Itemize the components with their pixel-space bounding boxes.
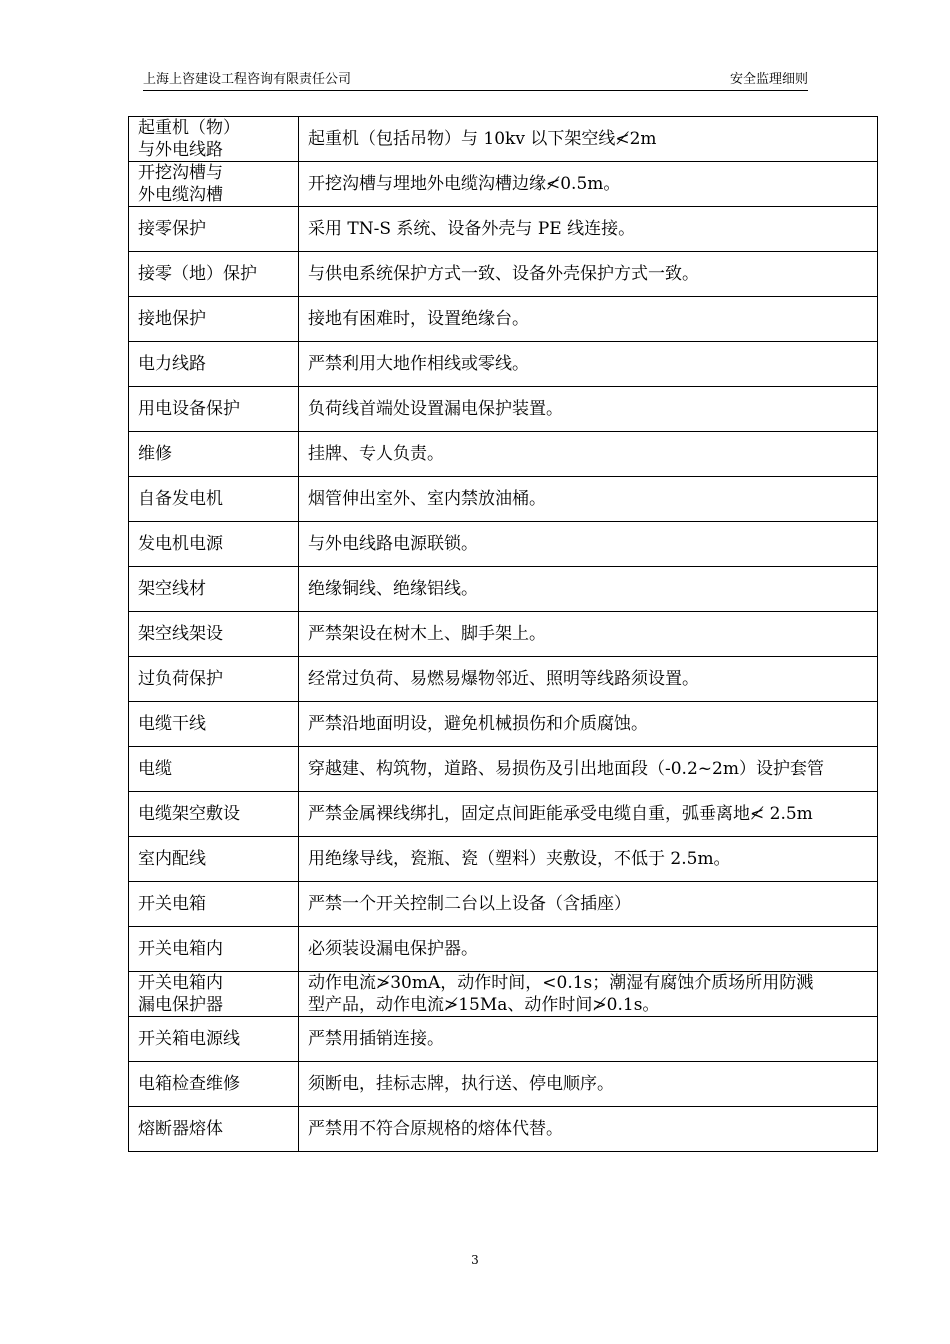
table-row — [129, 1017, 878, 1062]
table-row — [129, 972, 878, 1017]
table-row — [129, 882, 878, 927]
requirement-text: 严禁用插销连接。 — [308, 1029, 444, 1049]
table-row — [129, 837, 878, 882]
table-row — [129, 297, 878, 342]
item-label: 用电设备保护 — [138, 399, 240, 419]
requirement-cell — [299, 927, 878, 972]
table-row — [129, 162, 878, 207]
table-row — [129, 702, 878, 747]
requirement-text: 与外电线路电源联锁。 — [308, 534, 478, 554]
table-row — [129, 252, 878, 297]
table-body — [129, 117, 878, 1152]
item-label: 起重机（物） — [138, 118, 240, 138]
table-row — [129, 342, 878, 387]
requirement-cell — [299, 702, 878, 747]
requirement-cell — [299, 387, 878, 432]
requirement-cell — [299, 162, 878, 207]
requirement-text: 型产品，动作电流≯15Ma、动作时间≯0.1s。 — [308, 995, 660, 1015]
requirement-cell — [299, 342, 878, 387]
table-row — [129, 927, 878, 972]
requirement-text: 严禁金属裸线绑扎，固定点间距能承受电缆自重，弧垂离地≮ 2.5m — [308, 804, 813, 824]
requirement-text: 负荷线首端处设置漏电保护装置。 — [308, 399, 563, 419]
item-label: 室内配线 — [138, 849, 206, 869]
requirement-text: 严禁用不符合原规格的熔体代替。 — [308, 1119, 563, 1139]
page-number: 3 — [471, 1253, 479, 1267]
requirement-text: 动作电流≯30mA，动作时间，<0.1s；潮湿有腐蚀介质场所用防溅 — [308, 973, 814, 993]
requirement-cell — [299, 522, 878, 567]
item-label: 电箱检查维修 — [138, 1074, 240, 1094]
document-title: 安全监理细则 — [729, 72, 808, 87]
item-label: 发电机电源 — [138, 534, 223, 554]
requirement-cell — [299, 567, 878, 612]
item-cell — [129, 162, 299, 207]
requirement-text: 挂牌、专人负责。 — [308, 444, 444, 464]
requirement-text: 与供电系统保护方式一致、设备外壳保护方式一致。 — [308, 264, 699, 284]
table-row — [129, 1107, 878, 1152]
item-cell — [129, 252, 299, 297]
item-label: 开关箱电源线 — [138, 1029, 240, 1049]
table-row — [129, 522, 878, 567]
item-cell — [129, 927, 299, 972]
item-label: 架空线架设 — [138, 624, 223, 644]
item-cell — [129, 747, 299, 792]
requirement-cell — [299, 837, 878, 882]
requirement-text: 严禁利用大地作相线或零线。 — [308, 354, 529, 374]
requirement-text: 用绝缘导线，瓷瓶、瓷（塑料）夹敷设，不低于 2.5m。 — [308, 849, 731, 869]
item-cell — [129, 342, 299, 387]
requirement-text: 烟管伸出室外、室内禁放油桶。 — [308, 489, 546, 509]
item-label: 接零保护 — [138, 219, 206, 239]
requirement-cell — [299, 1062, 878, 1107]
requirement-cell — [299, 1107, 878, 1152]
item-cell — [129, 477, 299, 522]
table-row — [129, 1062, 878, 1107]
requirement-cell — [299, 117, 878, 162]
item-cell — [129, 207, 299, 252]
item-label: 外电缆沟槽 — [138, 185, 223, 205]
requirement-cell — [299, 477, 878, 522]
item-cell — [129, 522, 299, 567]
item-cell — [129, 972, 299, 1017]
item-label: 过负荷保护 — [138, 669, 223, 689]
item-label: 电缆架空敷设 — [138, 804, 240, 824]
item-label: 电缆 — [138, 759, 172, 779]
requirement-text: 严禁架设在树木上、脚手架上。 — [308, 624, 546, 644]
requirement-text: 严禁一个开关控制二台以上设备（含插座） — [308, 894, 631, 914]
table-row — [129, 117, 878, 162]
requirement-text: 绝缘铜线、绝缘铝线。 — [308, 579, 478, 599]
item-label: 开关电箱内 — [138, 973, 223, 993]
item-label: 电力线路 — [138, 354, 206, 374]
requirement-cell — [299, 747, 878, 792]
item-cell — [129, 297, 299, 342]
requirement-text: 严禁沿地面明设，避免机械损伤和介质腐蚀。 — [308, 714, 648, 734]
item-cell — [129, 567, 299, 612]
item-cell — [129, 837, 299, 882]
item-label: 开关电箱 — [138, 894, 206, 914]
requirement-cell — [299, 1017, 878, 1062]
item-cell — [129, 1017, 299, 1062]
table-row — [129, 567, 878, 612]
company-name: 上海上咨建设工程咨询有限责任公司 — [143, 72, 352, 87]
item-cell — [129, 657, 299, 702]
item-cell — [129, 612, 299, 657]
requirement-text: 必须装设漏电保护器。 — [308, 939, 478, 959]
requirement-cell — [299, 792, 878, 837]
table-row — [129, 477, 878, 522]
requirement-cell — [299, 657, 878, 702]
requirement-cell — [299, 297, 878, 342]
requirement-text: 采用 TN-S 系统、设备外壳与 PE 线连接。 — [308, 219, 636, 239]
requirement-text: 起重机（包括吊物）与 10kv 以下架空线≮2m — [308, 129, 657, 149]
item-cell — [129, 792, 299, 837]
requirement-cell — [299, 207, 878, 252]
table-row — [129, 387, 878, 432]
requirement-text: 经常过负荷、易燃易爆物邻近、照明等线路须设置。 — [308, 669, 699, 689]
requirement-text: 开挖沟槽与埋地外电缆沟槽边缘≮0.5m。 — [308, 174, 621, 194]
item-cell — [129, 387, 299, 432]
item-label: 维修 — [138, 444, 172, 464]
table-row — [129, 432, 878, 477]
item-label: 开挖沟槽与 — [138, 163, 223, 183]
item-label: 熔断器熔体 — [138, 1119, 223, 1139]
item-cell — [129, 1062, 299, 1107]
requirement-cell — [299, 882, 878, 927]
item-label: 电缆干线 — [138, 714, 206, 734]
item-label: 架空线材 — [138, 579, 206, 599]
item-cell — [129, 432, 299, 477]
item-cell — [129, 882, 299, 927]
requirement-text: 穿越建、构筑物，道路、易损伤及引出地面段（-0.2~2m）设护套管 — [308, 759, 824, 779]
table-row — [129, 792, 878, 837]
page-header — [143, 70, 808, 91]
table-row — [129, 612, 878, 657]
item-label: 与外电线路 — [138, 140, 223, 160]
item-cell — [129, 702, 299, 747]
item-cell — [129, 1107, 299, 1152]
requirement-text: 接地有困难时，设置绝缘台。 — [308, 309, 529, 329]
requirement-cell — [299, 252, 878, 297]
table-row — [129, 657, 878, 702]
safety-rules-table — [128, 116, 878, 1152]
requirement-cell — [299, 432, 878, 477]
requirement-cell — [299, 612, 878, 657]
item-label: 接地保护 — [138, 309, 206, 329]
item-label: 开关电箱内 — [138, 939, 223, 959]
item-label: 自备发电机 — [138, 489, 223, 509]
requirement-text: 须断电，挂标志牌，执行送、停电顺序。 — [308, 1074, 614, 1094]
requirement-cell — [299, 972, 878, 1017]
item-cell — [129, 117, 299, 162]
item-label: 漏电保护器 — [138, 995, 223, 1015]
table-row — [129, 747, 878, 792]
item-label: 接零（地）保护 — [138, 264, 257, 284]
table-row — [129, 207, 878, 252]
